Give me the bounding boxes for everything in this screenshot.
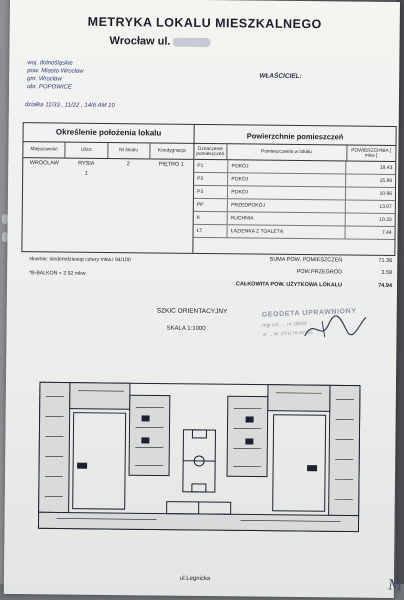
- floor-plan-sketch: [36, 376, 362, 535]
- metrics-table: [21, 122, 396, 256]
- header-cell: POWIERZCHNIA [ mkw ]: [351, 148, 392, 159]
- signature-icon: [300, 311, 371, 344]
- sketch-scale: SKALA 1:1000: [166, 325, 206, 333]
- areas-table: [193, 125, 395, 255]
- address-line: woj. dolnośląskie: [27, 60, 73, 67]
- table-row: P2 POKÓJ 15.96: [194, 173, 395, 188]
- table-row: P1 POKÓJ 18.43: [194, 160, 395, 175]
- location-row: 1: [84, 170, 88, 177]
- surveyor-stamp: GEODETA UPRAWNIONY mgr inż. ... nr 16834 ul. ... tel. (071) 78-46-491: [262, 307, 384, 356]
- document-title: METRYKA LOKALU MIESZKALNEGO: [87, 14, 322, 32]
- street-label: ul.Legnicka: [179, 575, 211, 583]
- header-cell: Nr lokalu: [108, 143, 150, 158]
- areas-title: Powierzchnie pomieszczeń: [194, 125, 395, 146]
- header-cell: Ulica: [66, 143, 108, 158]
- table-row: K KUCHNIA 10.33: [194, 212, 395, 227]
- header-cell: Oznaczenie pomieszczeń: [194, 144, 227, 159]
- address-line: gm. Wrocław: [27, 76, 62, 83]
- address-line: pow. Miasto Wrocław: [27, 68, 84, 75]
- parcel-line: działka 11/33 , 11/22 , 14/6 AM 10: [24, 102, 115, 110]
- header-cell: Pomieszczenia w lokalu: [227, 144, 347, 160]
- table-row: ŁT ŁAZIENKA Z TOALETĄ 7.44: [194, 225, 395, 240]
- location-header: [23, 142, 193, 160]
- address-line: obr. POPOWICE: [27, 84, 72, 91]
- area-in-words: słownie: siedemdziesiąt cztery mkw.i 94/100: [29, 256, 131, 264]
- redacted-street: [172, 37, 210, 46]
- owners-label: WŁAŚCICIEL:: [259, 72, 302, 81]
- header-cell: Kondygnacja: [157, 148, 186, 154]
- location-title: Określenie położenia lokalu: [24, 123, 194, 144]
- summary-row: POW.PRZEGRÓD 3.58: [296, 268, 393, 276]
- margin-mark: M: [386, 577, 404, 595]
- document-sheet: [4, 0, 400, 598]
- balcony-note: *B-BALKON = 2.92 mkw.: [29, 270, 87, 277]
- table-row: P3 POKÓJ 10.96: [194, 186, 395, 201]
- sketch-title: SZKIC ORIENTACYJNY: [156, 307, 228, 316]
- location-table: [22, 123, 194, 253]
- city-line: Wrocław ul.: [110, 35, 211, 48]
- summary-row-total: CAŁKOWITA POW. UŻYTKOWA LOKALU 74.94: [235, 281, 393, 289]
- header-cell: Miejscowość: [23, 142, 65, 157]
- table-row: PP PRZEDPOKÓJ 13.07: [194, 199, 395, 214]
- summary-row: SUMA POW. POMIESZCZEŃ 71.36: [269, 256, 393, 264]
- location-row: WROCŁAW RYSIA 2 PIĘTRO 1: [29, 160, 184, 168]
